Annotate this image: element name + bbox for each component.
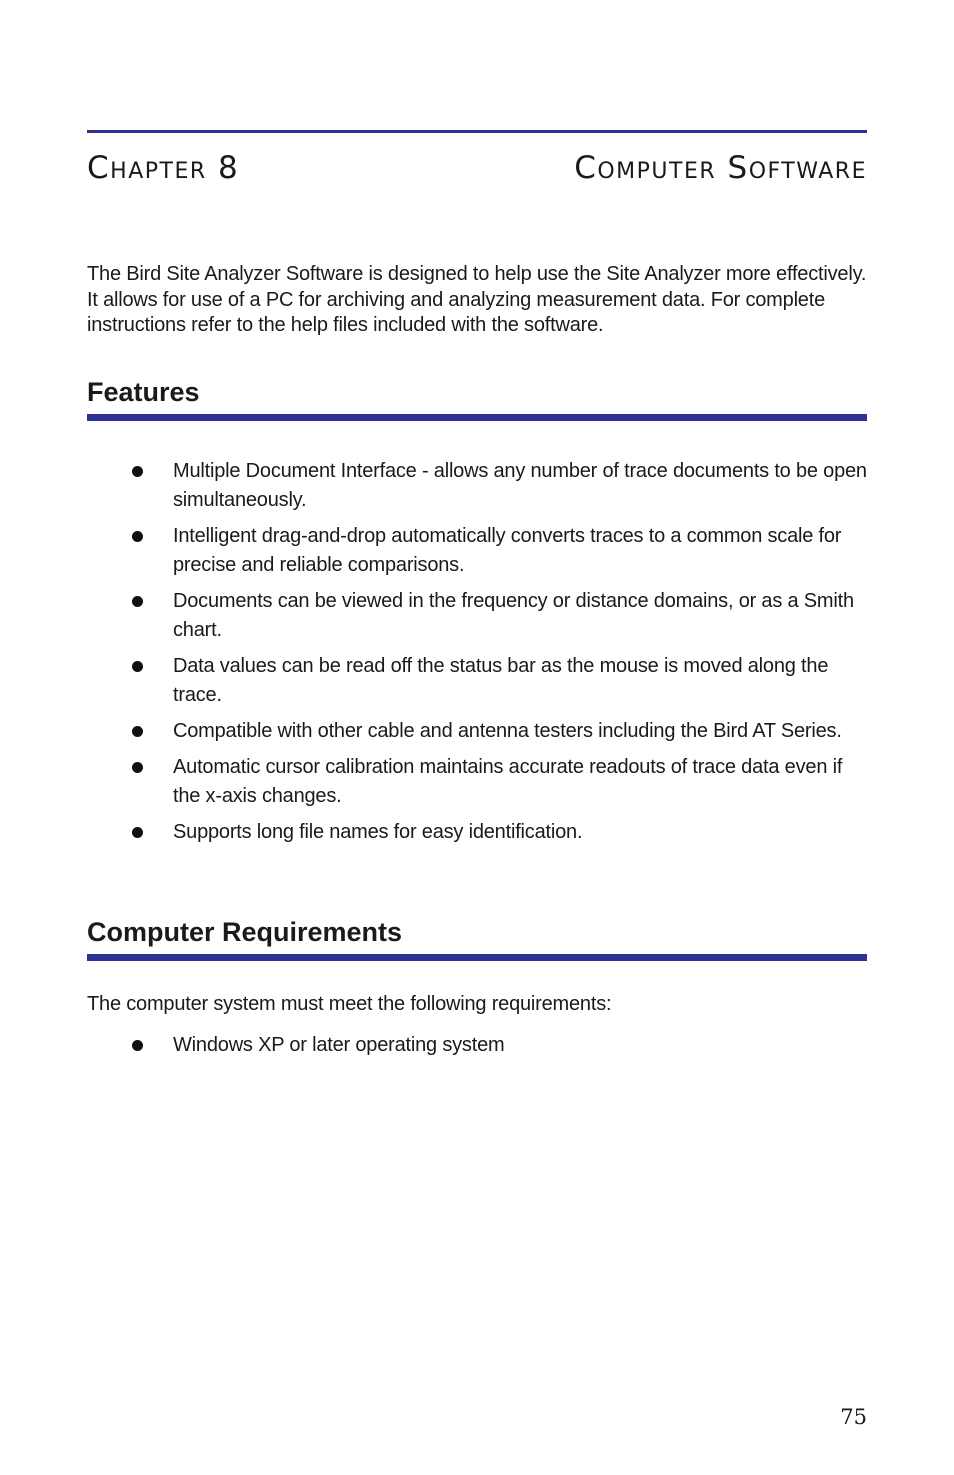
chapter-title: Computer Software: [574, 150, 867, 186]
page-number: 75: [840, 1405, 867, 1429]
bullet-icon: [132, 762, 143, 773]
chapter-top-rule: [87, 130, 867, 133]
intro-paragraph: The Bird Site Analyzer Software is designed to help use the Site Analyzer more effectively. It allows for use of a PC for archiving and analyzing measurement data. For complete instructions refer to the help files included with the software.: [87, 263, 867, 336]
list-item: Intelligent drag-and-drop automatically converts traces to a common scale for precise and reliable comparisons.: [87, 522, 872, 580]
bullet-icon: [132, 726, 143, 737]
list-item: Documents can be viewed in the frequency or distance domains, or as a Smith chart.: [87, 587, 872, 645]
list-item: Windows XP or later operating system: [87, 1031, 872, 1060]
bullet-icon: [132, 661, 143, 672]
requirements-list: [87, 1031, 872, 1067]
bullet-icon: [132, 531, 143, 542]
bullet-icon: [132, 1040, 143, 1051]
features-rule: [87, 414, 867, 421]
list-item: Multiple Document Interface - allows any number of trace documents to be open simultaneously.: [87, 457, 872, 515]
chapter-heading: [87, 150, 867, 194]
list-item: Data values can be read off the status bar as the mouse is moved along the trace.: [87, 652, 872, 710]
bullet-icon: [132, 827, 143, 838]
list-item: Supports long file names for easy identification.: [87, 818, 872, 847]
features-heading: Features: [87, 377, 200, 407]
list-item: Compatible with other cable and antenna testers including the Bird AT Series.: [87, 717, 872, 746]
chapter-label: Chapter 8: [87, 150, 240, 186]
requirements-heading: Computer Requirements: [87, 917, 403, 947]
features-list: [87, 457, 872, 854]
requirements-rule: [87, 954, 867, 961]
requirements-intro: The computer system must meet the following requirements:: [87, 993, 612, 1015]
bullet-icon: [132, 596, 143, 607]
bullet-icon: [132, 466, 143, 477]
list-item: Automatic cursor calibration maintains accurate readouts of trace data even if the x-axis changes.: [87, 753, 872, 811]
